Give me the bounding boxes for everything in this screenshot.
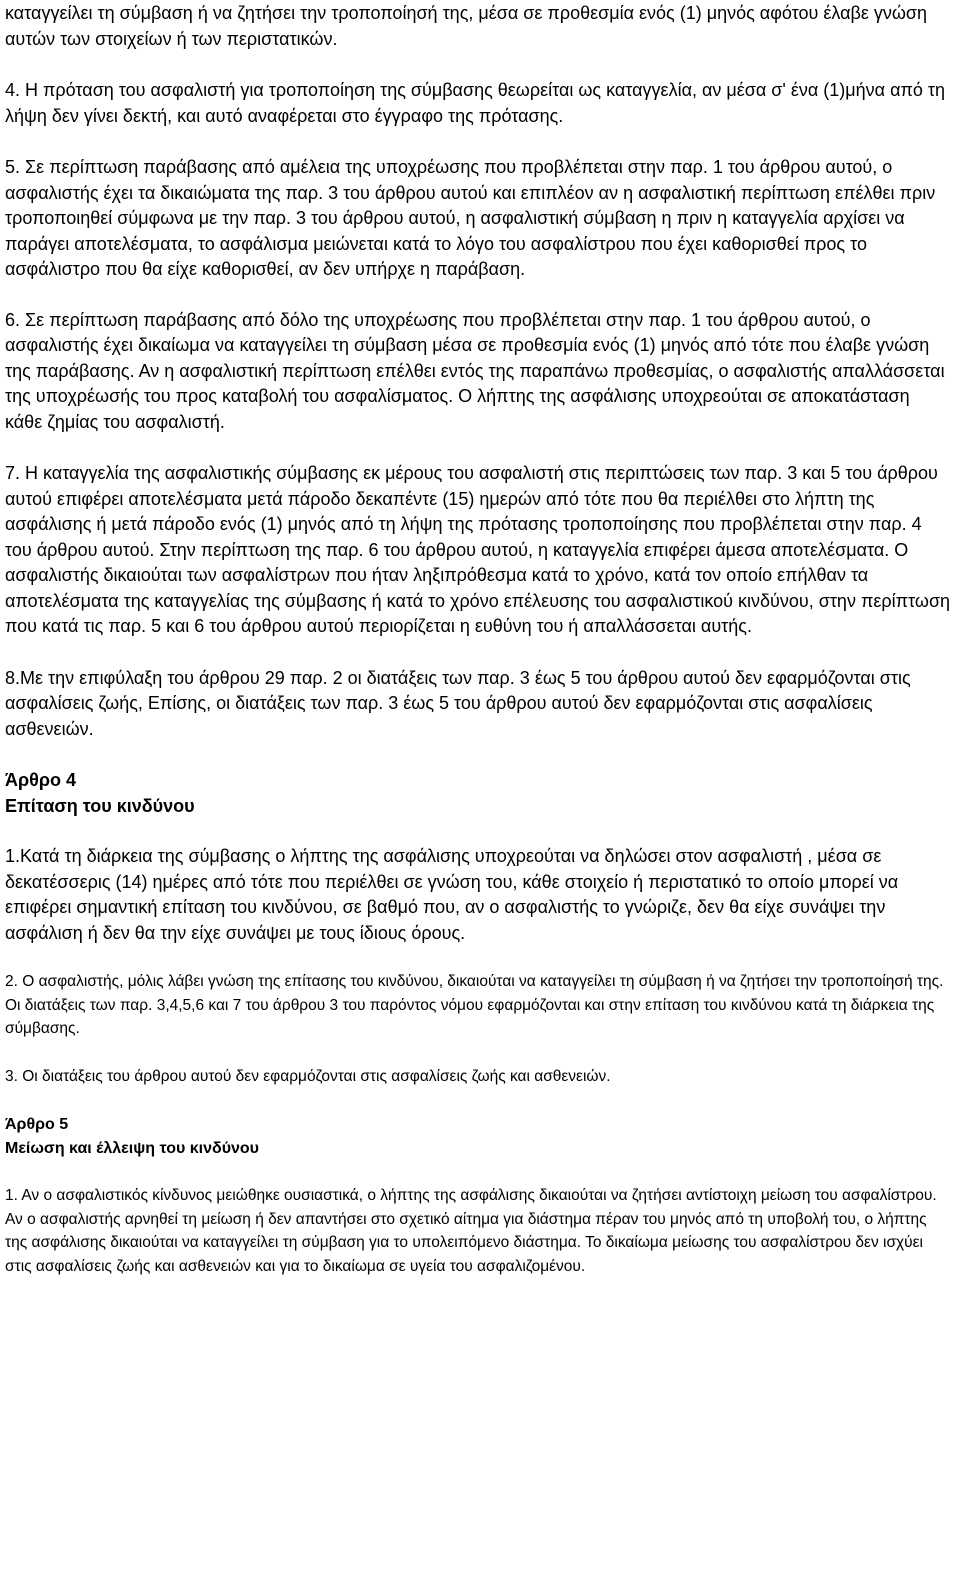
article-4-number: Άρθρο 4 <box>5 770 77 790</box>
paragraph-4: 4. Η πρόταση του ασφαλιστή για τροποποίηση της σύμβασης θεωρείται ως καταγγελία, αν μέσα σ' ένα (1)μήνα από τη λήψη δεν γίνει δεκτή, και αυτό αναφέρεται στο έγγραφο της πρότασης. <box>5 80 946 126</box>
article-4-paragraph-1: 1.Κατά τη διάρκεια της σύμβασης ο λήπτης της ασφάλισης υποχρεούται να δηλώσει στον ασφαλιστή , μέσα σε δεκατέσσερις (14) ημέρες από τότε που περιέλθει σε γνώση του, κάθε στοιχείο ή περιστατικό το οποίο μπορεί να επιφέρει σημαντική επίταση του κινδύνου, σε βαθμό που, αν ο ασφαλιστής το γνώριζε, δεν θα είχε συνάψει την ασφάλιση ή δεν θα την είχε συνάψει με τους ίδιους όρους. <box>5 846 899 943</box>
article-5-heading <box>5 1113 951 1160</box>
article-4-title: Επίταση του κινδύνου <box>5 795 195 816</box>
article-4-heading <box>5 768 951 819</box>
paragraph-6: 6. Σε περίπτωση παράβασης από δόλο της υποχρέωσης που προβλέπεται στην παρ. 1 του άρθρου αυτού, ο ασφαλιστής έχει δικαίωμα να καταγγείλει τη σύμβαση μέσα σε προθεσμία ενός (1) μηνός από τότε που έλαβε γνώση της παράβασης. Αν η ασφαλιστική περίπτωση επέλθει εντός της παραπάνω προθεσμίας, ο ασφαλιστής απαλλάσσεται της υποχρέωσής του προς καταβολή του ασφαλίσματος. Ο λήπτης της ασφάλισης υποχρεούται σε αποκατάσταση κάθε ζημίας του ασφαλιστή. <box>5 309 945 432</box>
article-4-paragraph-2: 2. Ο ασφαλιστής, μόλις λάβει γνώση της επίτασης του κινδύνου, δικαιούται να καταγγείλει τη σύμβαση ή να ζητήσει την τροποποίησή της. Οι διατάξεις των παρ. 3,4,5,6 και 7 του άρθρου 3 του παρόντος νόμου εφαρμόζονται και στην επίταση του κινδύνου κατά τη διάρκεια της σύμβασης. <box>5 973 944 1037</box>
article-4-paragraph-3: 3. Οι διατάξεις του άρθρου αυτού δεν εφαρμόζονται στις ασφαλίσεις ζωής και ασθενειών. <box>5 1067 611 1085</box>
article-5-paragraph-1: 1. Αν ο ασφαλιστικός κίνδυνος μειώθηκε ουσιαστικά, ο λήπτης της ασφάλισης δικαιούται να ζητήσει αντίστοιχη μείωση του ασφαλίστρου. Αν ο ασφαλιστής αρνηθεί τη μείωση ή δεν απαντήσει στο σχετικό αίτημα για διάστημα πέραν του μηνός από τη υποβολή του, ο λήπτης της ασφάλισης δικαιούται να καταγγείλει τη σύμβαση για το υπολειπόμενο διάστημα. Το δικαίωμα μείωσης του ασφαλίστρου δεν ισχύει στις ασφαλίσεις ζωής και ασθενειών και για το δικαίωμα σε υγεία του ασφαλιζομένου. <box>5 1187 937 1275</box>
paragraph-5: 5. Σε περίπτωση παράβασης από αμέλεια της υποχρέωσης που προβλέπεται στην παρ. 1 του άρθρου αυτού, ο ασφαλιστής έχει τα δικαιώματα της παρ. 3 του άρθρου αυτού και επιπλέον αν η ασφαλιστική περίπτωση επέλθει πριν τροποποιηθεί σύμφωνα με την παρ. 3 του άρθρου αυτού, η ασφαλιστική σύμβαση η πριν η καταγγελία αρχίσει να παράγει αποτελέσματα, το ασφάλισμα μειώνεται κατά το λόγο του ασφαλίστρου που έχει καθορισθεί προς το ασφάλιστρο που θα είχε καθορισθεί, αν δεν υπήρχε η παράβαση. <box>5 157 936 279</box>
document-page <box>5 0 951 1278</box>
article-5-number: Άρθρο 5 <box>5 1116 69 1133</box>
paragraph-7: 7. Η καταγγελία της ασφαλιστικής σύμβασης εκ μέρους του ασφαλιστή στις περιπτώσεις των παρ. 3 και 5 του άρθρου αυτού επιφέρει αποτελέσματα μετά πάροδο δεκαπέντε (15) ημερών από τότε που θα περιέλθει στο λήπτη της ασφάλισης ή μετά πάροδο ενός (1) μηνός από τη λήψη της πρότασης τροποποίησης που προβλέπεται στην παρ. 4 του άρθρου αυτού. Στην περίπτωση της παρ. 6 του άρθρου αυτού, η καταγγελία επιφέρει άμεσα αποτελέσματα. Ο ασφαλιστής δικαιούται των ασφαλίστρων που ήταν ληξιπρόθεσμα κατά το χρόνο, κατά τον οποίο επήλθαν τα αποτελέσματα της καταγγελίας της σύμβασης ή κατά το χρόνο επέλευσης του ασφαλιστικού κινδύνου, στην περίπτωση που κατά τις παρ. 5 και 6 του άρθρου αυτού περιορίζεται η ευθύνη του ή απαλλάσσεται αυτής. <box>5 463 951 636</box>
article-5-title: Μείωση και έλλειψη του κινδύνου <box>5 1139 259 1157</box>
paragraph-8: 8.Με την επιφύλαξη του άρθρου 29 παρ. 2 οι διατάξεις των παρ. 3 έως 5 του άρθρου αυτού δεν εφαρμόζονται στις ασφαλίσεις ζωής, Επίσης, οι διατάξεις των παρ. 3 έως 5 του άρθρου αυτού δεν εφαρμόζονται στις ασφαλίσεις ασθενειών. <box>5 667 911 739</box>
intro-paragraph: καταγγείλει τη σύμβαση ή να ζητήσει την τροποποίησή της, μέσα σε προθεσμία ενός (1) μηνός αφότου έλαβε γνώση αυτών των στοιχείων ή των περιστατικών. <box>5 3 928 49</box>
